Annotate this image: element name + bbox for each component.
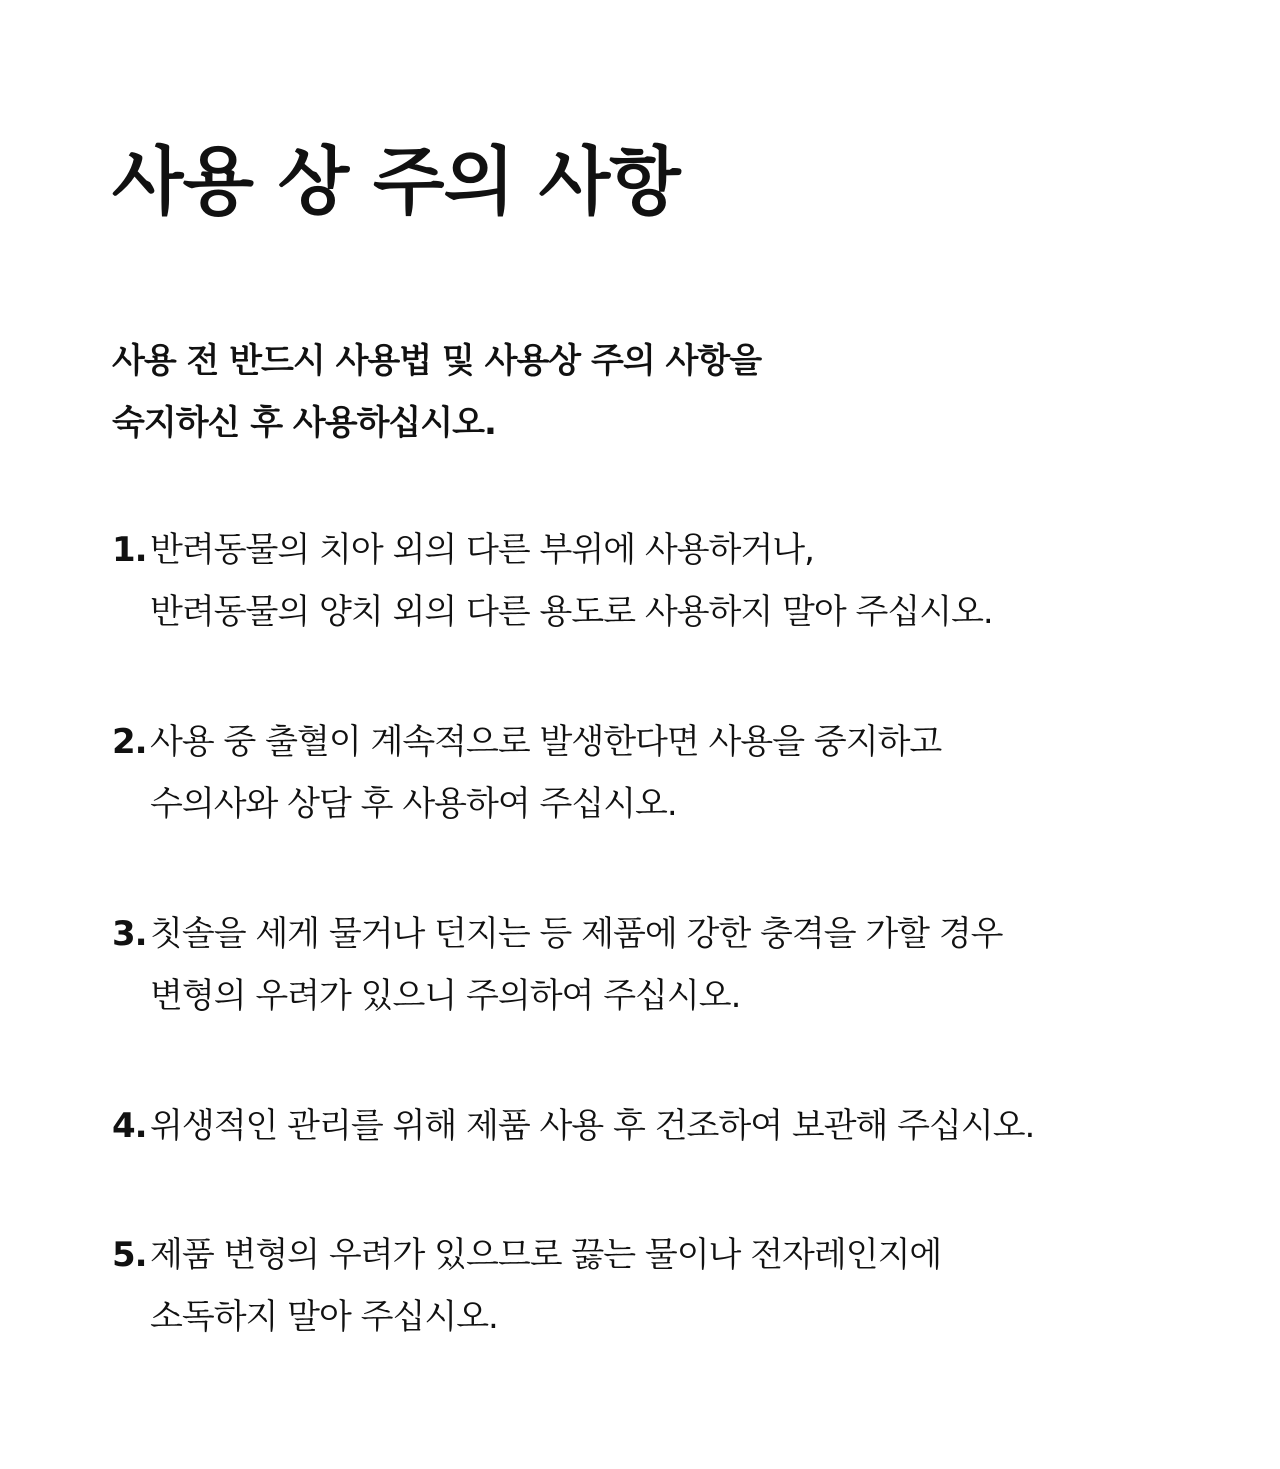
precaution-number: 4.: [112, 1106, 147, 1146]
precaution-line-1: 사용 중 출혈이 계속적으로 발생한다면 사용을 중지하고: [150, 722, 942, 762]
precaution-number: 2.: [112, 722, 147, 762]
intro-warning: [112, 330, 761, 454]
precaution-item-5: [112, 1224, 1212, 1348]
precaution-item-1: [112, 519, 1212, 643]
precaution-line-2: 수의사와 상담 후 사용하여 주십시오.: [150, 784, 677, 824]
precaution-number: 1.: [112, 530, 147, 570]
precaution-item-2: [112, 711, 1212, 835]
precaution-number: 5.: [112, 1235, 147, 1275]
precaution-line-1: 위생적인 관리를 위해 제품 사용 후 건조하여 보관해 주십시오.: [150, 1106, 1035, 1146]
precaution-line-2: 변형의 우려가 있으니 주의하여 주십시오.: [150, 976, 741, 1016]
precaution-line-1: 제품 변형의 우려가 있으므로 끓는 물이나 전자레인지에: [150, 1235, 942, 1275]
precaution-line-1: 칫솔을 세게 물거나 던지는 등 제품에 강한 충격을 가할 경우: [150, 914, 1003, 954]
precaution-line-2: 반려동물의 양치 외의 다른 용도로 사용하지 말아 주십시오.: [150, 592, 993, 632]
precaution-line-2: 소독하지 말아 주십시오.: [150, 1297, 498, 1337]
precaution-line-1: 반려동물의 치아 외의 다른 부위에 사용하거나,: [150, 530, 814, 570]
precaution-item-3: [112, 903, 1212, 1027]
intro-line-2: 숙지하신 후 사용하십시오.: [112, 403, 496, 443]
precaution-item-4: [112, 1095, 1212, 1157]
precaution-number: 3.: [112, 914, 147, 954]
page-title: 사용 상 주의 사항: [112, 139, 680, 225]
intro-line-1: 사용 전 반드시 사용법 및 사용상 주의 사항을: [112, 341, 762, 381]
